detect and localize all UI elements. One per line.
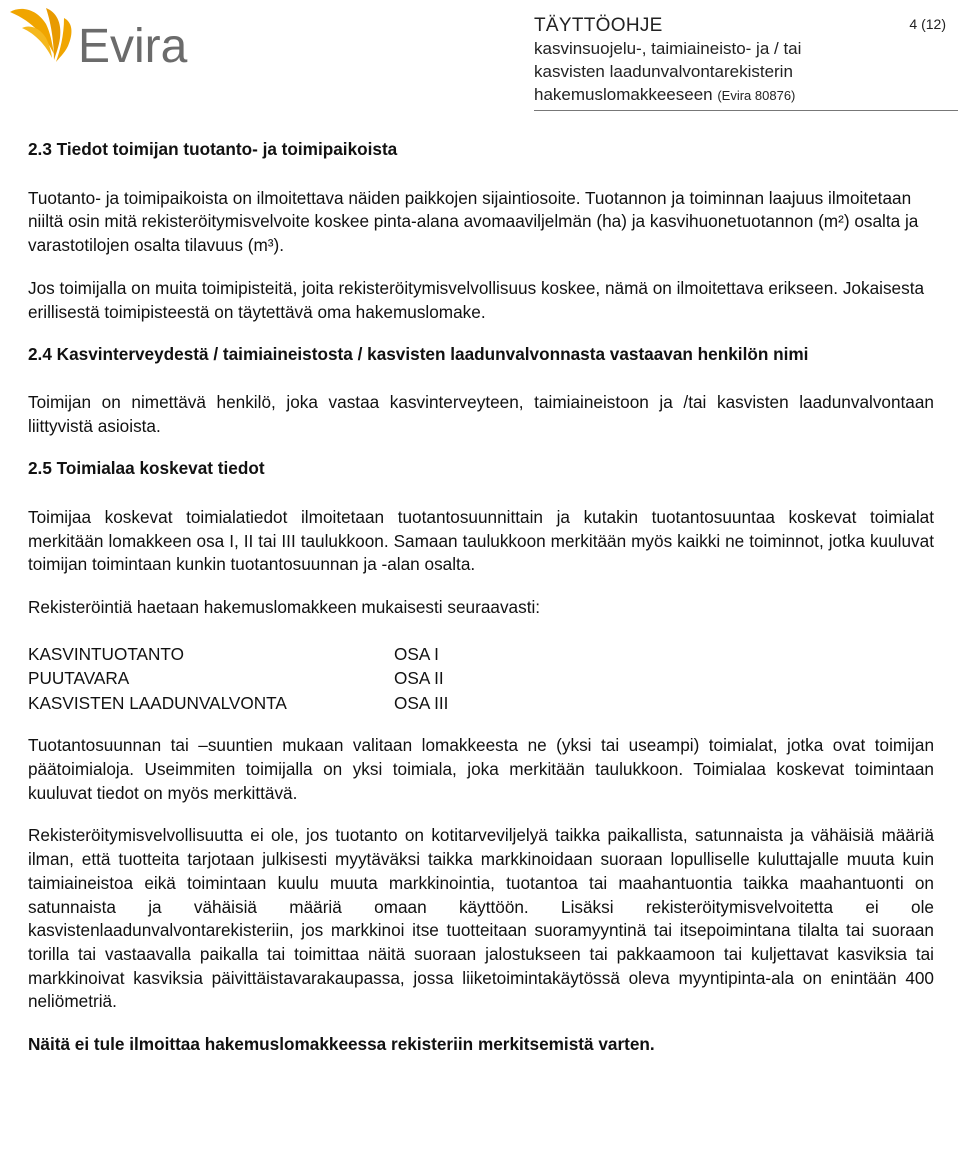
section-2-4-paragraph-1: Toimijan on nimettävä henkilö, joka vastaa kasvinterveyteen, taimiaineistoon ja /tai kasvisten laadunvalvontaan liittyvistä asioista. — [28, 391, 934, 436]
table-row — [28, 666, 448, 691]
section-2-3-heading: 2.3 Tiedot toimijan tuotanto- ja toimipaikoista — [28, 139, 398, 159]
section-2-5-paragraph-3: Tuotantosuunnan tai –suuntien mukaan valitaan lomakkeesta ne (yksi tai useampi) toimialat, jotka ovat toimijan päätoimialoja. Useimmiten toimijalla on yksi toimiala, joka merkitään taulukkoon. Toimialaa koskevat toimintaan kuuluvat tiedot on myös merkittävä. — [28, 735, 934, 803]
header-subtitle-line-3 — [534, 83, 954, 107]
evira-logo — [6, 2, 211, 70]
form-part-cell: OSA I — [394, 643, 439, 664]
table-row — [28, 642, 448, 667]
form-code: (Evira 80876) — [717, 88, 796, 103]
document-body — [28, 138, 934, 1057]
header-subtitle-line-3-text: hakemuslomakkeeseen — [534, 85, 713, 104]
form-name-cell: PUUTAVARA — [28, 668, 130, 689]
header-divider — [534, 110, 958, 111]
section-2-3-paragraph-2: Jos toimijalla on muita toimipisteitä, joita rekisteröitymisvelvollisuus koskee, nämä on ilmoitettava erikseen. Jokaisesta erillisestä toimipisteestä on täytettävä oma hakemuslomake. — [28, 277, 925, 322]
form-part-cell: OSA II — [394, 668, 444, 689]
section-2-5-paragraph-2: Rekisteröintiä haetaan hakemuslomakkeen mukaisesti seuraavasti: — [28, 597, 541, 618]
table-row — [28, 691, 448, 716]
form-name-cell: KASVINTUOTANTO — [28, 643, 184, 664]
form-name-cell: KASVISTEN LAADUNVALVONTA — [28, 692, 287, 713]
evira-emblem-icon — [10, 8, 71, 62]
evira-logo-text: Evira — [78, 20, 188, 70]
section-2-5-note: Näitä ei tule ilmoittaa hakemuslomakkeessa rekisteriin merkitsemistä varten. — [28, 1034, 655, 1055]
header-subtitle-line-2: kasvisten laadunvalvontarekisterin — [534, 62, 793, 81]
form-parts-table — [28, 642, 448, 716]
document-header — [534, 14, 954, 107]
form-part-cell: OSA III — [394, 692, 449, 713]
section-2-5-paragraph-1: Toimijaa koskevat toimialatiedot ilmoitetaan tuotantosuunnittain ja kutakin tuotantosuuntaa koskevat toimialat merkitään lomakkeen osa I, II tai III taulukkoon. Samaan taulukkoon merkitään myös kaikki ne toiminnot, jotka kuuluvat toimijan toimintaan kunkin tuotantosuunnan ja -alan osalta. — [28, 507, 934, 575]
section-2-4-heading: 2.4 Kasvinterveydestä / taimiaineistosta / kasvisten laadunvalvonnasta vastaavan henkilön nimi — [28, 344, 809, 365]
header-subtitle-line-1: kasvinsuojelu-, taimiaineisto- ja / tai — [534, 39, 802, 58]
section-2-5-heading: 2.5 Toimialaa koskevat tiedot — [28, 458, 265, 479]
document-title: TÄYTTÖOHJE — [534, 15, 663, 36]
page-number: 4 (12) — [909, 16, 946, 32]
section-2-3-paragraph-1: Tuotanto- ja toimipaikoista on ilmoitettava näiden paikkojen sijaintiosoite. Tuotannon ja toiminnan laajuus ilmoitetaan niiltä osin mitä rekisteröitymisvelvoite koskee pinta-alana avomaaviljelmän (ha) ja kasvihuonetuotannon (m²) osalta ja varastotilojen osalta tilavuus (m³). — [28, 187, 919, 256]
section-2-5-paragraph-4: Rekisteröitymisvelvollisuutta ei ole, jos tuotanto on kotitarveviljelyä taikka paikallista, satunnaista ja vähäisiä määriä ilman, että tuotteita tarjotaan julkisesti myytäväksi taikka markkinoidaan suoraan lopulliselle kuluttajalle muuta kuin taimiaineistoa eikä toimintaan kuulu muuta markkinointia, tuotantoa tai maahantuontia taikka maahantuonti on satunnaista ja vähäisiä määriä omaan käyttöön. Lisäksi rekisteröitymisvelvoitetta ei ole kasvistenlaadunvalvontarekisteriin, jos markkinoi itse tuotteitaan suoramyyntinä tai itsepoimintana tilalta tai suoraan torilla tai vastaavalla paikalla tai toimittaa näitä suoraan jalostukseen tai pakkaamoon tai kuljettavat kasviksia tai markkinoivat kasviksia päivittäistavarakaupassa, jossa liiketoimintakäytössä oleva myyntipinta-ala on enintään 400 neliömetriä. — [28, 825, 934, 1012]
